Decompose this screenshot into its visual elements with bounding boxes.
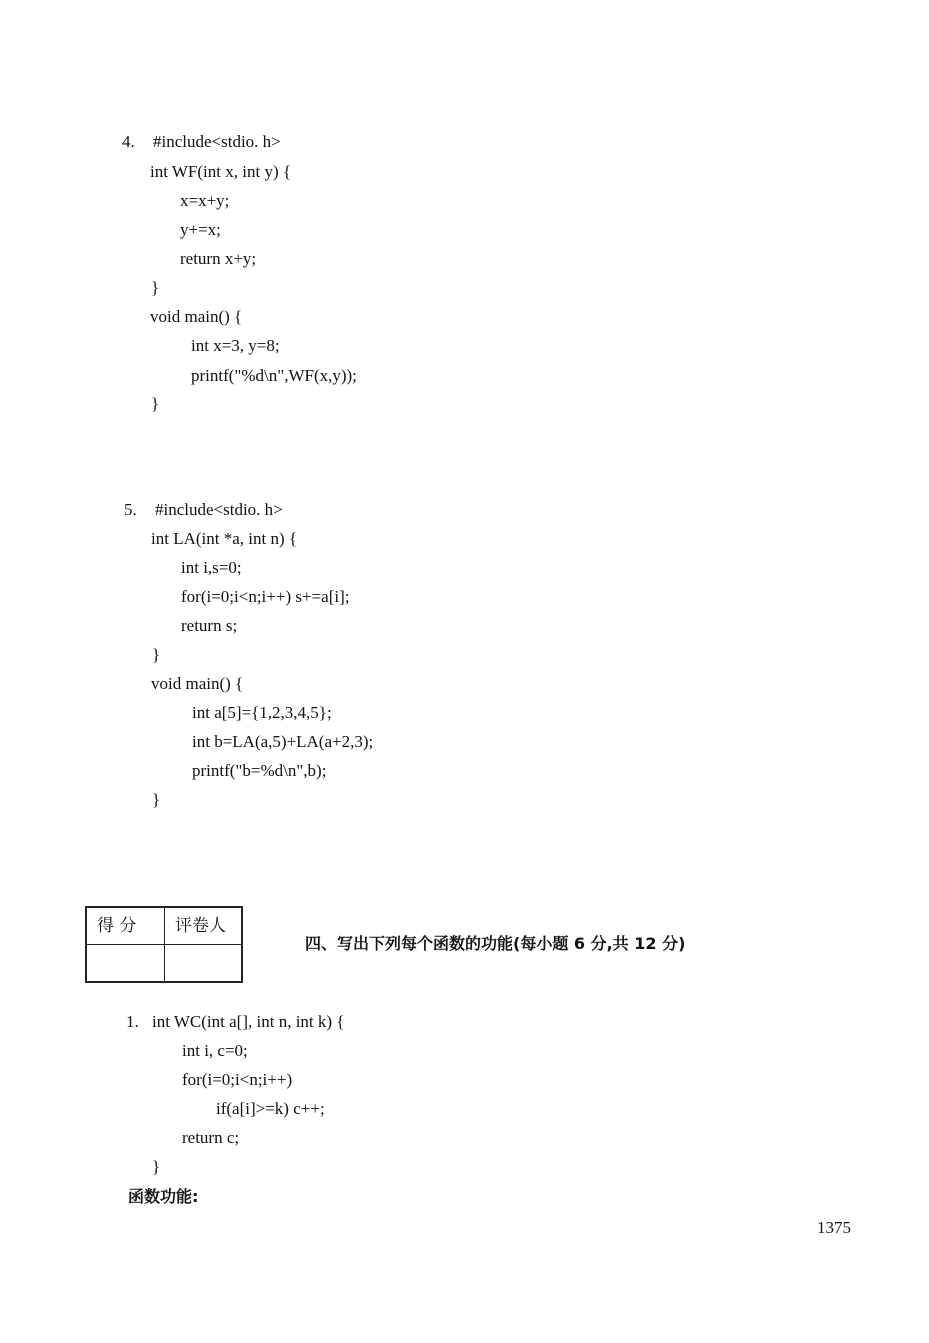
code-line: int i, c=0; [182,1041,248,1060]
code-line: } [152,1157,161,1176]
score-label: 得 分 [97,916,137,936]
code-line: } [151,394,160,413]
code-line: int LA(int *a, int n) { [151,529,298,548]
code-line: int WF(int x, int y) { [150,162,292,181]
question-1-number: 1. [126,1012,139,1031]
code-line: void main() { [151,674,244,693]
section-title: 四、写出下列每个函数的功能(每小题 6 分,共 12 分) [305,934,686,953]
code-line: x=x+y; [180,191,230,210]
table-divider [87,944,241,945]
code-line: return c; [182,1128,240,1147]
code-line: } [151,278,160,297]
code-line: if(a[i]>=k) c++; [216,1099,325,1118]
code-line: return s; [181,616,238,635]
grader-label: 评卷人 [175,916,226,936]
score-input-cell[interactable] [87,946,163,982]
grader-input-cell[interactable] [166,946,242,982]
code-line: printf("b=%d\n",b); [192,761,327,780]
code-line: int i,s=0; [181,558,242,577]
page-number: 1375 [817,1218,851,1237]
code-line: } [152,645,161,664]
code-line: int b=LA(a,5)+LA(a+2,3); [192,732,374,751]
code-line: #include<stdio. h> [155,500,283,519]
code-line: } [152,790,161,809]
problem-5-number: 5. [124,500,137,519]
code-line: int x=3, y=8; [191,336,280,355]
code-line: return x+y; [180,249,257,268]
problem-4-number: 4. [122,132,135,151]
function-label: 函数功能: [128,1187,199,1206]
code-line: void main() { [150,307,243,326]
code-line: int a[5]={1,2,3,4,5}; [192,703,332,722]
score-table [85,906,243,983]
code-line: for(i=0;i<n;i++) s+=a[i]; [181,587,350,606]
code-line: #include<stdio. h> [153,132,281,151]
code-line: y+=x; [180,220,221,239]
code-line: int WC(int a[], int n, int k) { [152,1012,345,1031]
code-line: for(i=0;i<n;i++) [182,1070,293,1089]
code-line: printf("%d\n",WF(x,y)); [191,366,357,385]
